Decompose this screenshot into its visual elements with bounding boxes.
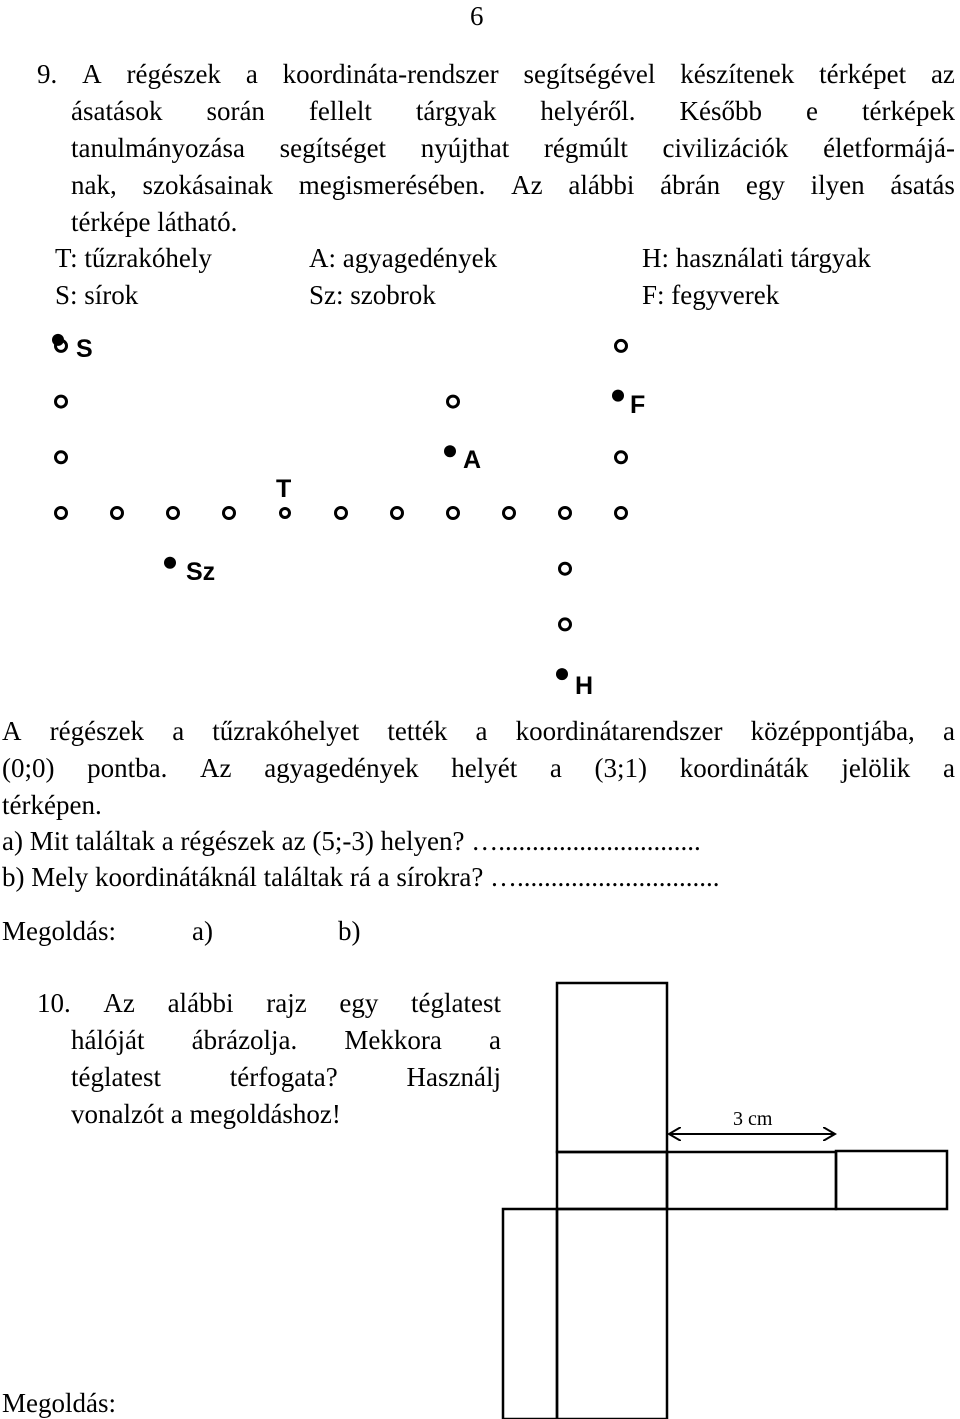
task10-line-3-word: Használj [406, 1062, 501, 1092]
task9-line-2-word: térképek [862, 96, 955, 126]
task9-line-1-word: koordináta-rendszer [282, 59, 499, 89]
task9-line-1-word: A [82, 59, 102, 89]
task9-para2-line-1-word: a [475, 716, 488, 746]
task10-line-2-word: hálóját [71, 1025, 145, 1055]
task9-line-2-word: ásatások [71, 96, 163, 126]
dimension-label: 3 cm [733, 1108, 773, 1130]
task9-line-4-word: nak, [71, 170, 117, 200]
task10-solution-label: Megoldás: [2, 1388, 116, 1418]
legend-a: A: agyagedények [309, 243, 498, 273]
task9-para2-line-1-word: koordinátarendszer [515, 716, 723, 746]
net-face-middle [557, 1152, 667, 1209]
map-label-f: F [630, 391, 646, 419]
solution-label: Megoldás: [2, 916, 116, 946]
legend-s: S: sírok [55, 280, 139, 310]
map-label-a: A [463, 446, 482, 474]
task9-line-1-word: segítségével [523, 59, 656, 89]
task9-line-4-word: alábbi [568, 170, 635, 200]
task9-para2-line-1-word: tették [387, 716, 448, 746]
task10-line-2-word: Mekkora [344, 1025, 442, 1055]
net-face-right-long [667, 1152, 836, 1209]
task10-line-1-word: 10. [37, 988, 71, 1018]
map-label-sz: Sz [186, 558, 216, 586]
task9-line-3-word: civilizációk [662, 133, 789, 163]
task9-line-1-word: a [245, 59, 258, 89]
task9-para2-line-1-word: a [942, 716, 955, 746]
task9-text-line-5: térképe látható. [71, 207, 238, 237]
task9-para2-line-3: térképen. [2, 790, 102, 820]
task9-para2-line-1-word: régészek [49, 716, 145, 746]
question-a: a) Mit találtak a régészek az (5;-3) helyen? ….............................. [2, 826, 701, 856]
task10-line-1-word: egy [339, 988, 379, 1018]
task9-line-2-word: e [806, 96, 819, 126]
solution-b: b) [338, 916, 361, 946]
task9-line-1-word: az [930, 59, 955, 89]
map-label-h: H [575, 672, 594, 700]
map-label-t: T [276, 475, 292, 503]
net-face-right-short [836, 1151, 947, 1209]
task9-line-1-word: 9. [37, 59, 58, 89]
page-number: 6 [470, 1, 484, 31]
task10-line-2-word: a [489, 1025, 501, 1055]
task9-line-4-word: szokásainak [142, 170, 273, 200]
legend-h: H: használati tárgyak [642, 243, 871, 273]
task9-line-3-word: segítséget [279, 133, 387, 163]
task9-line-3-word: régmúlt [543, 133, 628, 163]
task9-para2-line-2-word: a [942, 753, 955, 783]
task9-line-4-word: ilyen [810, 170, 865, 200]
task9-line-4-word: egy [745, 170, 785, 200]
net-face-bottom [557, 1209, 667, 1419]
map-label-s: S [76, 335, 93, 363]
task9-line-2-word: Később [679, 96, 763, 126]
task9-line-3-word: nyújthat [420, 133, 510, 163]
task9-line-1-word: térképet [819, 59, 907, 89]
task10-line-1-word: Az [103, 988, 135, 1018]
task9-para2-line-2-word: agyagedények [264, 753, 419, 783]
task9-para2-line-1-word: A [2, 716, 22, 746]
legend-t: T: tűzrakóhely [55, 243, 212, 273]
task9-para2-line-1-word: középpontjába, [750, 716, 915, 746]
task9-line-4-word: ásatás [890, 170, 955, 200]
task10-line-1-word: rajz [266, 988, 307, 1018]
solution-a: a) [192, 916, 213, 946]
task10-line-2-word: ábrázolja. [191, 1025, 298, 1055]
task9-line-2-word: tárgyak [415, 96, 497, 126]
task9-para2-line-2-word: (3;1) [594, 753, 648, 783]
task9-para2-line-2-word: Az [200, 753, 232, 783]
task9-para2-line-2-word: a [549, 753, 562, 783]
legend-sz: Sz: szobrok [309, 280, 436, 310]
task9-line-2-word: fellelt [308, 96, 372, 126]
task9-para2-line-2-word: jelölik [841, 753, 911, 783]
task10-line-1-word: téglatest [411, 988, 501, 1018]
task9-para2-line-2-word: (0;0) [2, 753, 55, 783]
task9-line-3-word: életformájá- [823, 133, 955, 163]
task9-line-1-word: régészek [126, 59, 221, 89]
question-b: b) Mely koordinátáknál találtak rá a sírokra? ….............................. [2, 862, 720, 892]
task9-para2-line-1-word: tűzrakóhelyet [212, 716, 360, 746]
task9-para2-line-2-word: pontba. [87, 753, 168, 783]
task9-line-3-word: tanulmányozása [71, 133, 245, 163]
task9-line-1-word: készítenek [680, 59, 795, 89]
legend-f: F: fegyverek [642, 280, 780, 310]
task9-line-2-word: helyéről. [540, 96, 636, 126]
task10-line-3-word: téglatest [71, 1062, 161, 1092]
task10-line-1-word: alábbi [167, 988, 234, 1018]
task9-para2-line-2-word: helyét [451, 753, 518, 783]
net-face-left [503, 1209, 557, 1419]
task9-line-2-word: során [206, 96, 265, 126]
task9-line-4-word: ábrán [660, 170, 721, 200]
task9-line-4-word: Az [511, 170, 543, 200]
task10-line-3-word: térfogata? [229, 1062, 338, 1092]
task10-text-line-4: vonalzót a megoldáshoz! [71, 1099, 341, 1129]
task9-line-4-word: megismerésében. [298, 170, 486, 200]
net-face-top [557, 983, 667, 1152]
task9-para2-line-2-word: koordináták [679, 753, 809, 783]
task9-para2-line-1-word: a [172, 716, 185, 746]
